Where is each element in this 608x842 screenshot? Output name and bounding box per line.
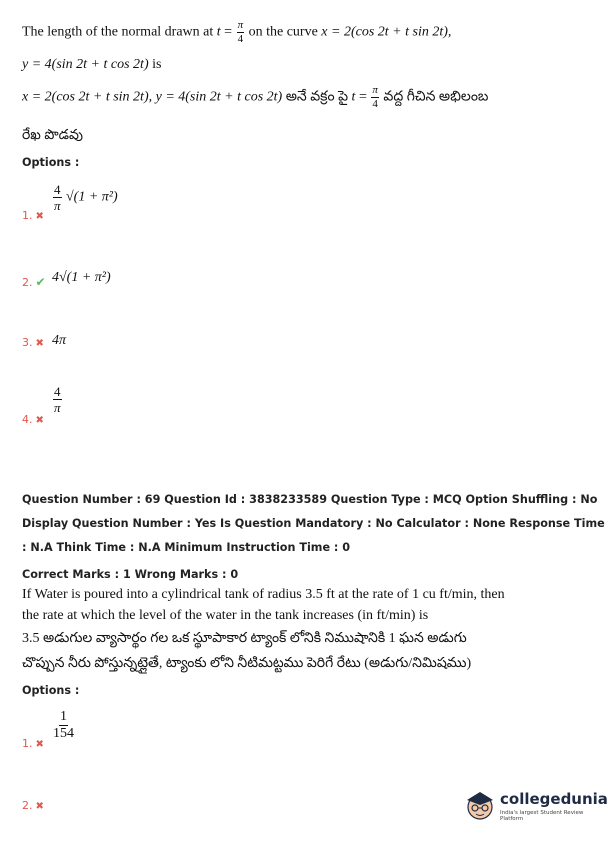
q69-english-line-1: If Water is poured into a cylindrical tank of radius 3.5 ft at the rate of 1 cu ft/min, then xyxy=(22,587,505,602)
brand-tagline: India's largest Student Review Platform xyxy=(500,810,584,822)
q68-option-3-expression: 4π xyxy=(52,333,67,348)
correct-icon: ✔ xyxy=(35,275,46,289)
pi-over-4-fraction: $\frac{\pi}{4}$ xyxy=(237,19,244,45)
q68-option-2: 2. ✔ xyxy=(22,275,46,289)
q68-telugu-line-2: రేఖ పొడవు xyxy=(22,128,83,143)
telugu-text-mid: అనే వక్రం పై xyxy=(282,89,352,105)
telugu-text-end: వద్ద గీచిన అభిలంబ xyxy=(379,89,489,105)
equals-sign: = xyxy=(220,24,236,40)
wrong-icon: ✖ xyxy=(35,801,44,812)
q68-option-3: 3. ✖ xyxy=(22,336,44,349)
sqrt-one-plus-pi-squared: √(1 + π²) xyxy=(66,189,118,205)
q68-option-1: 1. ✖ xyxy=(22,209,44,222)
q69-english-line-2: the rate at which the level of the water in the tank increases (in ft/min) is xyxy=(22,608,429,623)
q69-meta-line-1: Question Number : 69 Question Id : 3838233589 Question Type : MCQ Option Shuffling : No xyxy=(22,493,598,506)
mascot-icon xyxy=(467,792,493,819)
curve-y-equation: y = 4(sin 2t + t cos 2t) xyxy=(22,57,149,72)
q69-option-2: 2. ✖ xyxy=(22,799,44,812)
curve-x-equation: x = 2(cos 2t + t sin 2t), xyxy=(321,24,452,40)
telugu-curve-equations: x = 2(cos 2t + t sin 2t), y = 4(sin 2t + t cos 2t) xyxy=(22,89,283,105)
q69-option-1-expression: $\frac{1}{154}$ xyxy=(53,709,74,741)
q68-telugu-line-1: x = 2(cos 2t + t sin 2t), y = 4(sin 2t + t cos 2t) అనే వక్రం పై t = $\frac{\pi}{4}$ వద్ద గీచిన అభిలంబ xyxy=(22,84,489,110)
wrong-icon: ✖ xyxy=(35,415,44,426)
wrong-icon: ✖ xyxy=(35,739,44,750)
pi-over-4-fraction-telugu: $\frac{\pi}{4}$ xyxy=(372,84,378,110)
q68-options-label: Options : xyxy=(22,156,80,169)
q68-option-1-expression: $\frac{4}{\pi}$ √(1 + π²) xyxy=(53,182,118,213)
q68-option-2-expression: 4√(1 + π²) xyxy=(52,270,111,285)
t-variable: t xyxy=(216,24,221,40)
wrong-icon: ✖ xyxy=(35,211,44,222)
q69-options-label: Options : xyxy=(22,684,80,697)
q69-telugu-line-2: చొప్పున నీరు పోస్తున్నట్లైతే, ట్యాంకు లోని నీటిమట్టము పెరిగే రేటు (అడుగు/నిమిషము) xyxy=(22,656,472,671)
q68-text-curve: on the curve xyxy=(245,24,322,40)
q69-meta-line-2: Display Question Number : Yes Is Question Mandatory : No Calculator : None Response Time xyxy=(22,517,605,530)
is-word: is xyxy=(148,57,162,72)
q69-meta-line-3: : N.A Think Time : N.A Minimum Instruction Time : 0 xyxy=(22,541,351,554)
brand-name: collegedunia xyxy=(500,790,608,808)
q68-option-4-expression: $\frac{4}{\pi}$ xyxy=(53,384,61,415)
q68-option-4: 4. ✖ xyxy=(22,413,44,426)
wrong-icon: ✖ xyxy=(35,338,44,349)
q69-marks: Correct Marks : 1 Wrong Marks : 0 xyxy=(22,568,239,581)
q68-english-line-1 xyxy=(22,20,451,45)
q69-telugu-line-1: 3.5 అడుగుల వ్యాసార్థం గల ఒక స్థూపాకార ట్యాంక్ లోనికి నిముషానికి 1 ఘన అడుగు xyxy=(22,631,467,646)
q68-text-intro: The length of the normal drawn at xyxy=(22,24,217,40)
q69-option-1: 1. ✖ xyxy=(22,737,44,750)
q68-english-line-2 xyxy=(22,57,161,73)
